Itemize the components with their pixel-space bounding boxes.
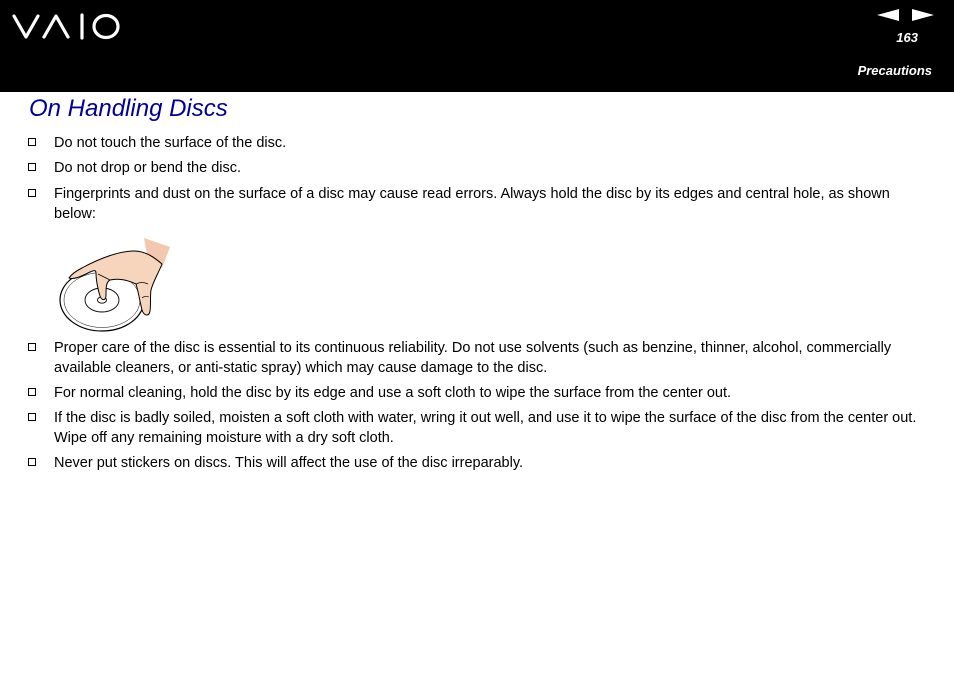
checkbox-bullet-icon	[28, 458, 36, 466]
list-item-text: Do not drop or bend the disc.	[54, 160, 242, 176]
page-header	[0, 0, 954, 92]
list-item-text: Fingerprints and dust on the surface of a disc may cause read errors. Always hold the disc by its edges and central hole, as shown below:	[54, 186, 890, 222]
list-item-text: Do not touch the surface of the disc.	[54, 135, 287, 151]
list-item	[28, 453, 926, 473]
list-item	[28, 158, 926, 178]
hand-holding-disc-icon	[58, 238, 174, 334]
checkbox-bullet-icon	[28, 138, 36, 146]
list-item	[28, 133, 926, 153]
checkbox-bullet-icon	[28, 343, 36, 351]
list-item	[28, 338, 926, 378]
checkbox-bullet-icon	[28, 388, 36, 396]
checkbox-bullet-icon	[28, 163, 36, 171]
page-title: On Handling Discs	[29, 95, 228, 122]
list-item-text: Proper care of the disc is essential to its continuous reliability. Do not use solvents (such as benzine, thinner, alcohol, commercially available cleaners, or anti-static spray) which may cause damage to the disc.	[54, 340, 892, 376]
list-item-text: For normal cleaning, hold the disc by its edge and use a soft cloth to wipe the surface from the center out.	[54, 385, 732, 401]
arrow-left-icon[interactable]	[877, 9, 899, 21]
arrow-right-icon[interactable]	[912, 9, 934, 21]
checkbox-bullet-icon	[28, 413, 36, 421]
list-item	[28, 184, 926, 224]
list-item	[28, 408, 926, 448]
list-item-text: If the disc is badly soiled, moisten a soft cloth with water, wring it out well, and use it to wipe the surface of the disc from the center out. Wipe off any remaining moisture with a dry soft cloth.	[54, 410, 917, 446]
section-name: Precautions	[857, 63, 932, 78]
page-number: 163	[896, 30, 918, 45]
list-item-text: Never put stickers on discs. This will affect the use of the disc irreparably.	[54, 455, 524, 471]
checkbox-bullet-icon	[28, 189, 36, 197]
list-item	[28, 383, 926, 403]
vaio-logo	[12, 10, 122, 42]
